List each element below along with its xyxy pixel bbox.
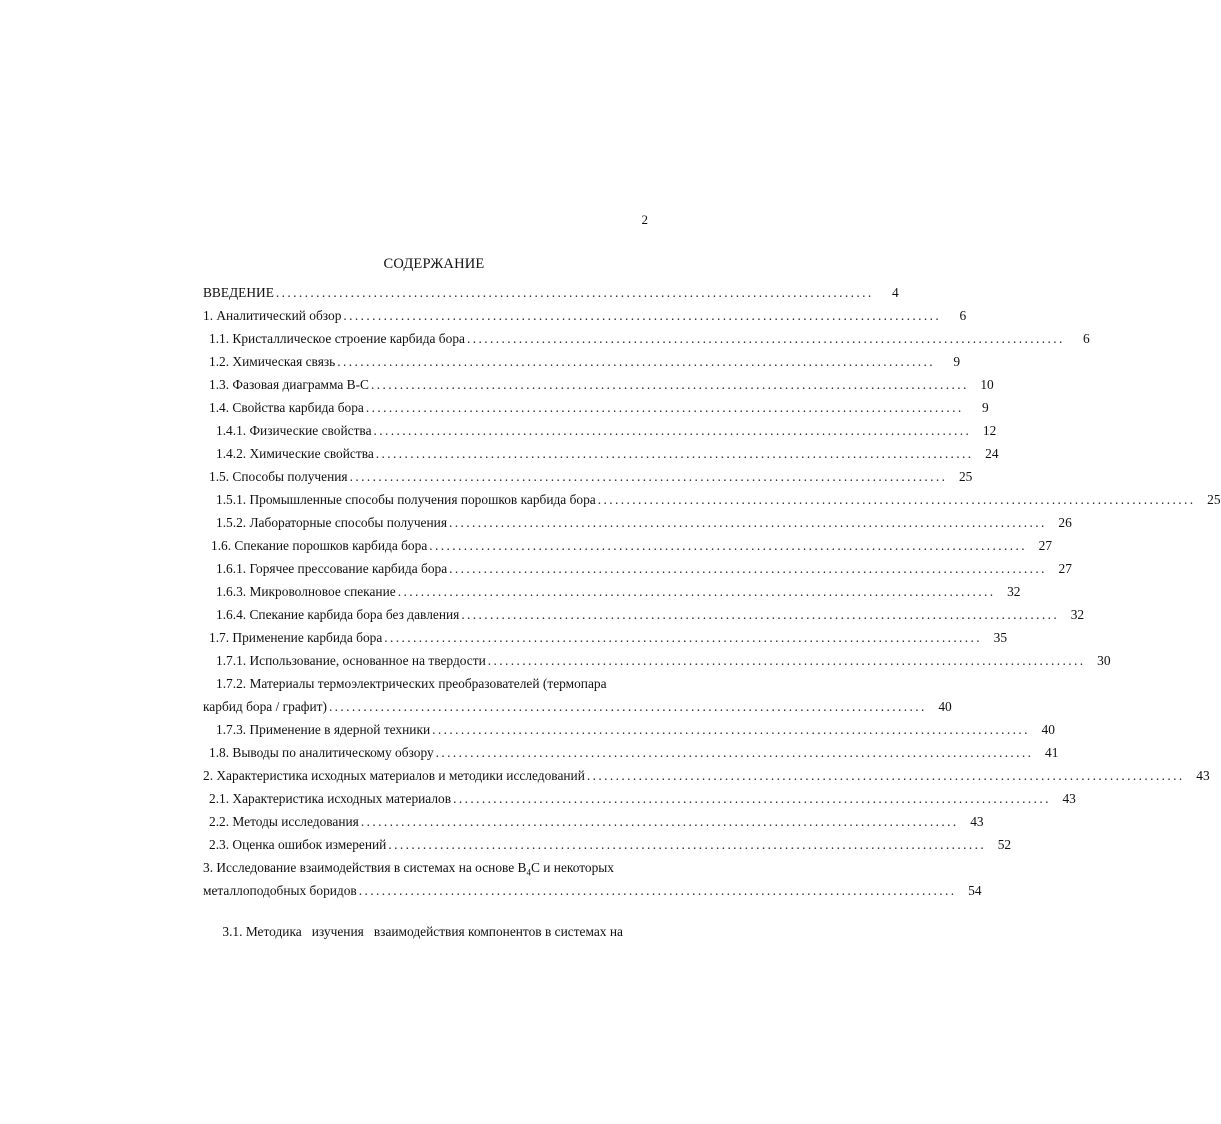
toc-entry-text: 1.6. Спекание порошков карбида бора: [211, 538, 428, 553]
toc-entry-text: ВВЕДЕНИЕ: [203, 285, 274, 300]
leader-dots: ........................................................................................................: [337, 354, 936, 369]
toc-entry-1-7-2-line2[interactable]: [203, 698, 952, 716]
toc-entry-1-7-3[interactable]: [216, 721, 1055, 739]
toc-entry-text: 1.5. Способы получения: [209, 469, 348, 484]
toc-entry-text: 1.3. Фазовая диаграмма В-С: [209, 377, 369, 392]
toc-entry-page: 27: [1058, 561, 1072, 576]
toc-entry-1-5-1[interactable]: [216, 491, 1221, 509]
toc-entry-page: 54: [968, 883, 982, 898]
toc-entry-text: карбид бора / графит): [203, 699, 327, 714]
toc-entry-1-2[interactable]: [209, 353, 961, 371]
toc-entry-3-1[interactable]: [209, 905, 623, 939]
toc-entry-page: 43: [1196, 768, 1210, 783]
toc-entry-1-6[interactable]: [211, 537, 1053, 555]
toc-entry-3-line2[interactable]: [203, 882, 982, 900]
leader-dots: ........................................................................................................: [461, 607, 1060, 622]
toc-entry-page: 24: [985, 446, 999, 461]
toc-entry-text: металлоподобных боридов: [203, 883, 357, 898]
toc-entry-page: 52: [997, 837, 1012, 852]
leader-dots: ........................................................................................................: [328, 699, 927, 714]
toc-entry-text: 1.6.4. Спекание карбида бора без давления: [216, 607, 460, 622]
toc-entry-page: 12: [982, 423, 997, 438]
toc-entry-1-8[interactable]: [209, 744, 1059, 762]
leader-dots: ........................................................................................................: [388, 837, 987, 852]
page-title: СОДЕРЖАНИЕ: [383, 256, 485, 272]
toc-entry-1-5-2[interactable]: [216, 514, 1072, 532]
leader-dots: ........................................................................................................: [487, 653, 1086, 668]
toc-entry-page: 26: [1058, 515, 1072, 530]
leader-dots: ........................................................................................................: [453, 791, 1051, 806]
leader-dots: ........................................................................................................: [397, 584, 996, 599]
toc-entry-1-1[interactable]: [209, 330, 1090, 348]
toc-entry-page: 43: [970, 814, 984, 829]
toc-entry-text: 2.3. Оценка ошибок измерений: [209, 837, 387, 852]
toc-entry-page: 9: [981, 400, 989, 415]
toc-entry-text: 2.2. Методы исследования: [209, 814, 359, 829]
toc-entry-text: 1.4.2. Химические свойства: [216, 446, 374, 461]
toc-entry-page: 30: [1097, 653, 1111, 668]
toc-entry-page: 35: [993, 630, 1008, 645]
toc-entry-1-6-1[interactable]: [216, 560, 1072, 578]
leader-dots: ........................................................................................................: [597, 492, 1196, 507]
toc-entry-text: 1.1. Кристаллическое строение карбида бора: [209, 331, 465, 346]
toc-entry-2-1[interactable]: [209, 790, 1076, 808]
toc-entry-page: 10: [980, 377, 994, 392]
toc-entry-text: 1.5.2. Лабораторные способы получения: [216, 515, 447, 530]
leader-dots: ........................................................................................................: [360, 814, 959, 829]
toc-entry-page: 43: [1062, 791, 1076, 806]
toc-entry-1-4[interactable]: [209, 399, 989, 417]
toc-entry-text: 1.2. Химическая связь: [209, 354, 336, 369]
leader-dots: ........................................................................................................: [370, 377, 969, 392]
leader-dots: ........................................................................................................: [358, 883, 957, 898]
leader-dots: ........................................................................................................: [449, 515, 1047, 530]
subscript: 4: [526, 867, 531, 878]
toc-entry-text: 2.1. Характеристика исходных материалов: [209, 791, 452, 806]
leader-dots: ........................................................................................................: [435, 745, 1034, 760]
toc-entry-1-4-2[interactable]: [216, 445, 999, 463]
toc-entry-page: 25: [958, 469, 973, 484]
leader-dots: ........................................................................................................: [349, 469, 948, 484]
leader-dots: ........................................................................................................: [275, 285, 874, 300]
toc-entry-text: 1.6.1. Горячее прессование карбида бора: [216, 561, 448, 576]
leader-dots: ........................................................................................................: [343, 308, 942, 323]
toc-entry-2-2[interactable]: [209, 813, 984, 831]
toc-entry-page: 32: [1070, 607, 1085, 622]
leader-dots: ........................................................................................................: [429, 538, 1028, 553]
toc-entry-page: 25: [1207, 492, 1221, 507]
toc-entry-text: 1.7.2. Материалы термоэлектрических преобразователей (термопара: [216, 676, 607, 691]
toc-entry-page: 32: [1007, 584, 1021, 599]
toc-entry-page: 40: [1041, 722, 1055, 737]
toc-entry-text: 1. Аналитический обзор: [203, 308, 342, 323]
toc-entry-text: 1.7.3. Применение в ядерной техники: [216, 722, 431, 737]
toc-entry-1-4-1[interactable]: [216, 422, 997, 440]
toc-entry-text-continued: С и некоторых: [530, 860, 614, 875]
leader-dots: ........................................................................................................: [466, 331, 1065, 346]
toc-entry-text: 1.6.3. Микроволновое спекание: [216, 584, 396, 599]
toc-entry-page: 4: [891, 285, 899, 300]
toc-entry-page: 6: [959, 308, 967, 323]
toc-entry-1-6-3[interactable]: [216, 583, 1021, 601]
toc-entry-text: 1.7. Применение карбида бора: [209, 630, 383, 645]
leader-dots: ........................................................................................................: [373, 423, 972, 438]
leader-dots: ........................................................................................................: [384, 630, 983, 645]
toc-entry-1[interactable]: [203, 307, 967, 325]
toc-entry-2[interactable]: [203, 767, 1210, 785]
toc-entry-page: 9: [953, 354, 961, 369]
toc-entry-introduction[interactable]: [203, 284, 899, 302]
toc-entry-page: 27: [1038, 538, 1053, 553]
toc-entry-text: 1.5.1. Промышленные способы получения порошков карбида бора: [216, 492, 596, 507]
page-number: 2: [641, 212, 648, 227]
leader-dots: ........................................................................................................: [586, 768, 1185, 783]
toc-entry-1-7-1[interactable]: [216, 652, 1111, 670]
toc-entry-1-7-2-line1[interactable]: [216, 675, 607, 693]
toc-entry-2-3[interactable]: [209, 836, 1012, 854]
toc-entry-text: 2. Характеристика исходных материалов и методики исследований: [203, 768, 585, 783]
toc-entry-text: 3.1. Методика изучения взаимодействия компонентов в системах на: [222, 924, 623, 939]
toc-entry-text: 1.8. Выводы по аналитическому обзору: [209, 745, 434, 760]
toc-entry-3-line1[interactable]: [203, 859, 614, 877]
toc-entry-page: 40: [938, 699, 952, 714]
toc-entry-text: 3. Исследование взаимодействия в системах на основе В: [203, 860, 527, 875]
toc-entry-page: 6: [1083, 331, 1090, 346]
toc-entry-1-6-4[interactable]: [216, 606, 1085, 624]
toc-entry-page: 41: [1045, 745, 1059, 760]
leader-dots: ........................................................................................................: [375, 446, 974, 461]
toc-entry-1-7[interactable]: [209, 629, 1008, 647]
toc-entry-text: 1.4.1. Физические свойства: [216, 423, 372, 438]
toc-entry-1-3[interactable]: [209, 376, 994, 394]
toc-entry-1-5[interactable]: [209, 468, 973, 486]
leader-dots: ........................................................................................................: [449, 561, 1047, 576]
leader-dots: ........................................................................................................: [432, 722, 1030, 737]
toc-entry-text: 1.7.1. Использование, основанное на твердости: [216, 653, 486, 668]
toc-entry-text: 1.4. Свойства карбида бора: [209, 400, 364, 415]
leader-dots: ........................................................................................................: [365, 400, 964, 415]
